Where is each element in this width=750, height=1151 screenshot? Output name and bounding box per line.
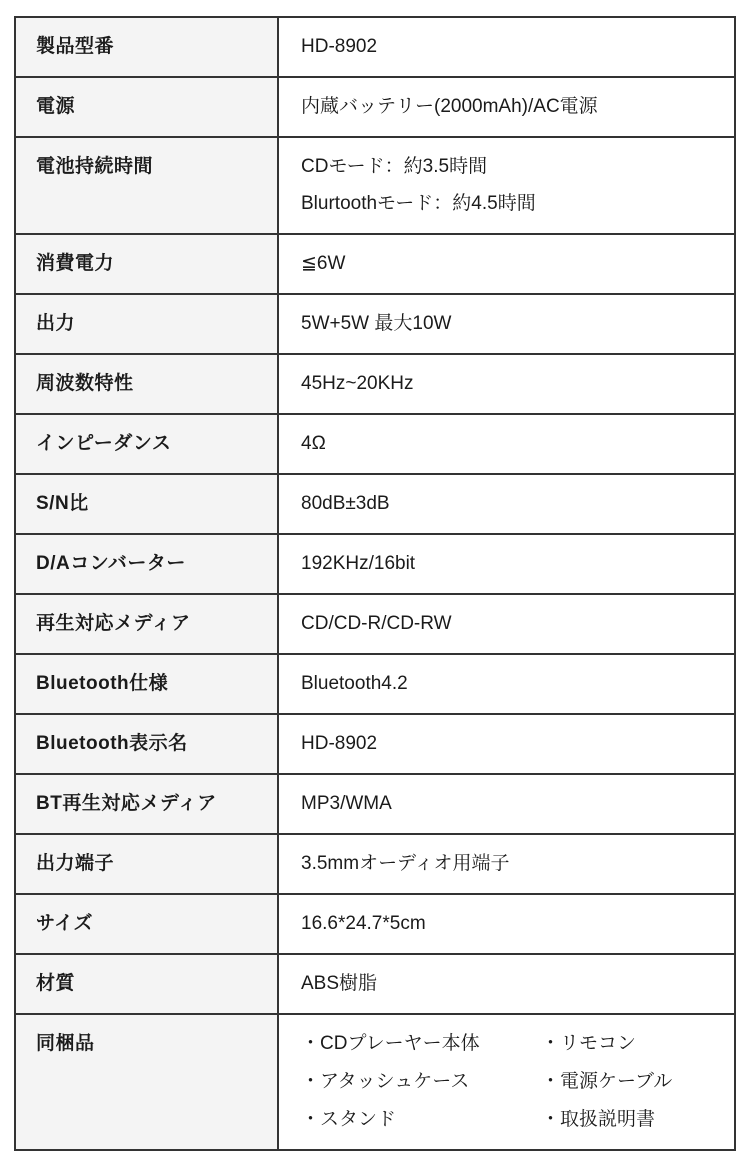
spec-label-cell: 同梱品 (15, 1014, 278, 1150)
spec-value-cell (278, 714, 735, 774)
spec-value-line: 192KHz/16bit (301, 553, 416, 574)
spec-label-cell: 製品型番 (15, 17, 278, 77)
spec-row (15, 654, 735, 714)
included-items-columns (301, 1031, 722, 1133)
spec-value-line: CDモード：約3.5時間 (301, 156, 488, 177)
spec-row (15, 474, 735, 534)
included-item: ・取扱説明書 (541, 1109, 656, 1130)
spec-row (15, 137, 735, 234)
spec-label-cell: 出力 (15, 294, 278, 354)
spec-row (15, 834, 735, 894)
spec-value-cell (278, 654, 735, 714)
spec-label-cell: 電源 (15, 77, 278, 137)
spec-row (15, 77, 735, 137)
spec-value-cell (278, 954, 735, 1014)
spec-value-line: 内蔵バッテリー(2000mAh)/AC電源 (301, 96, 598, 117)
spec-value-line: MP3/WMA (301, 793, 392, 814)
spec-value-cell (278, 234, 735, 294)
spec-label-cell: インピーダンス (15, 414, 278, 474)
spec-label-cell: 再生対応メディア (15, 594, 278, 654)
spec-value-cell (278, 834, 735, 894)
spec-value-cell (278, 774, 735, 834)
spec-row (15, 894, 735, 954)
spec-value-cell (278, 354, 735, 414)
included-item: ・アタッシュケース (301, 1071, 470, 1092)
spec-value-line: Blurtoothモード：約4.5時間 (301, 193, 536, 214)
spec-value-cell (278, 1014, 735, 1150)
spec-row (15, 1014, 735, 1150)
spec-value-cell (278, 294, 735, 354)
spec-value-line: HD-8902 (301, 36, 378, 57)
spec-table (14, 16, 736, 1151)
spec-row (15, 774, 735, 834)
spec-value-line: ≦6W (301, 253, 346, 274)
spec-row (15, 354, 735, 414)
spec-row (15, 294, 735, 354)
spec-value-line: Bluetooth4.2 (301, 673, 408, 694)
spec-value-line: ABS樹脂 (301, 973, 378, 994)
spec-row (15, 714, 735, 774)
included-item: ・電源ケーブル (541, 1071, 673, 1092)
spec-value-cell (278, 137, 735, 234)
included-items-column (301, 1031, 541, 1133)
spec-label-cell: D/Aコンバーター (15, 534, 278, 594)
spec-value-line: HD-8902 (301, 733, 378, 754)
spec-label-cell: 電池持続時間 (15, 137, 278, 234)
included-item: ・リモコン (541, 1033, 637, 1054)
spec-label-cell: Bluetooth表示名 (15, 714, 278, 774)
spec-value-cell (278, 534, 735, 594)
spec-value-line: 16.6*24.7*5cm (301, 913, 426, 934)
spec-label-cell: 消費電力 (15, 234, 278, 294)
spec-row (15, 414, 735, 474)
spec-value-line: 45Hz~20KHz (301, 373, 414, 394)
spec-value-cell (278, 414, 735, 474)
spec-table-body (15, 17, 735, 1150)
included-items-column (541, 1031, 672, 1133)
spec-label-cell: 周波数特性 (15, 354, 278, 414)
spec-row (15, 534, 735, 594)
spec-label-cell: サイズ (15, 894, 278, 954)
spec-label-cell: S/N比 (15, 474, 278, 534)
spec-label-cell: Bluetooth仕様 (15, 654, 278, 714)
spec-row (15, 954, 735, 1014)
spec-value-cell (278, 594, 735, 654)
spec-row (15, 234, 735, 294)
spec-value-line: 80dB±3dB (301, 493, 390, 514)
spec-value-cell (278, 894, 735, 954)
spec-row (15, 594, 735, 654)
included-item: ・スタンド (301, 1109, 397, 1130)
spec-label-cell: 出力端子 (15, 834, 278, 894)
included-item: ・CDプレーヤー本体 (301, 1033, 480, 1054)
spec-value-line: CD/CD-R/CD-RW (301, 613, 452, 634)
spec-value-line: 4Ω (301, 433, 326, 454)
spec-value-cell (278, 474, 735, 534)
spec-label-cell: BT再生対応メディア (15, 774, 278, 834)
spec-value-cell (278, 17, 735, 77)
spec-value-cell (278, 77, 735, 137)
spec-value-line: 3.5mmオーディオ用端子 (301, 853, 510, 874)
spec-value-line: 5W+5W 最大10W (301, 313, 452, 334)
spec-row (15, 17, 735, 77)
spec-label-cell: 材質 (15, 954, 278, 1014)
